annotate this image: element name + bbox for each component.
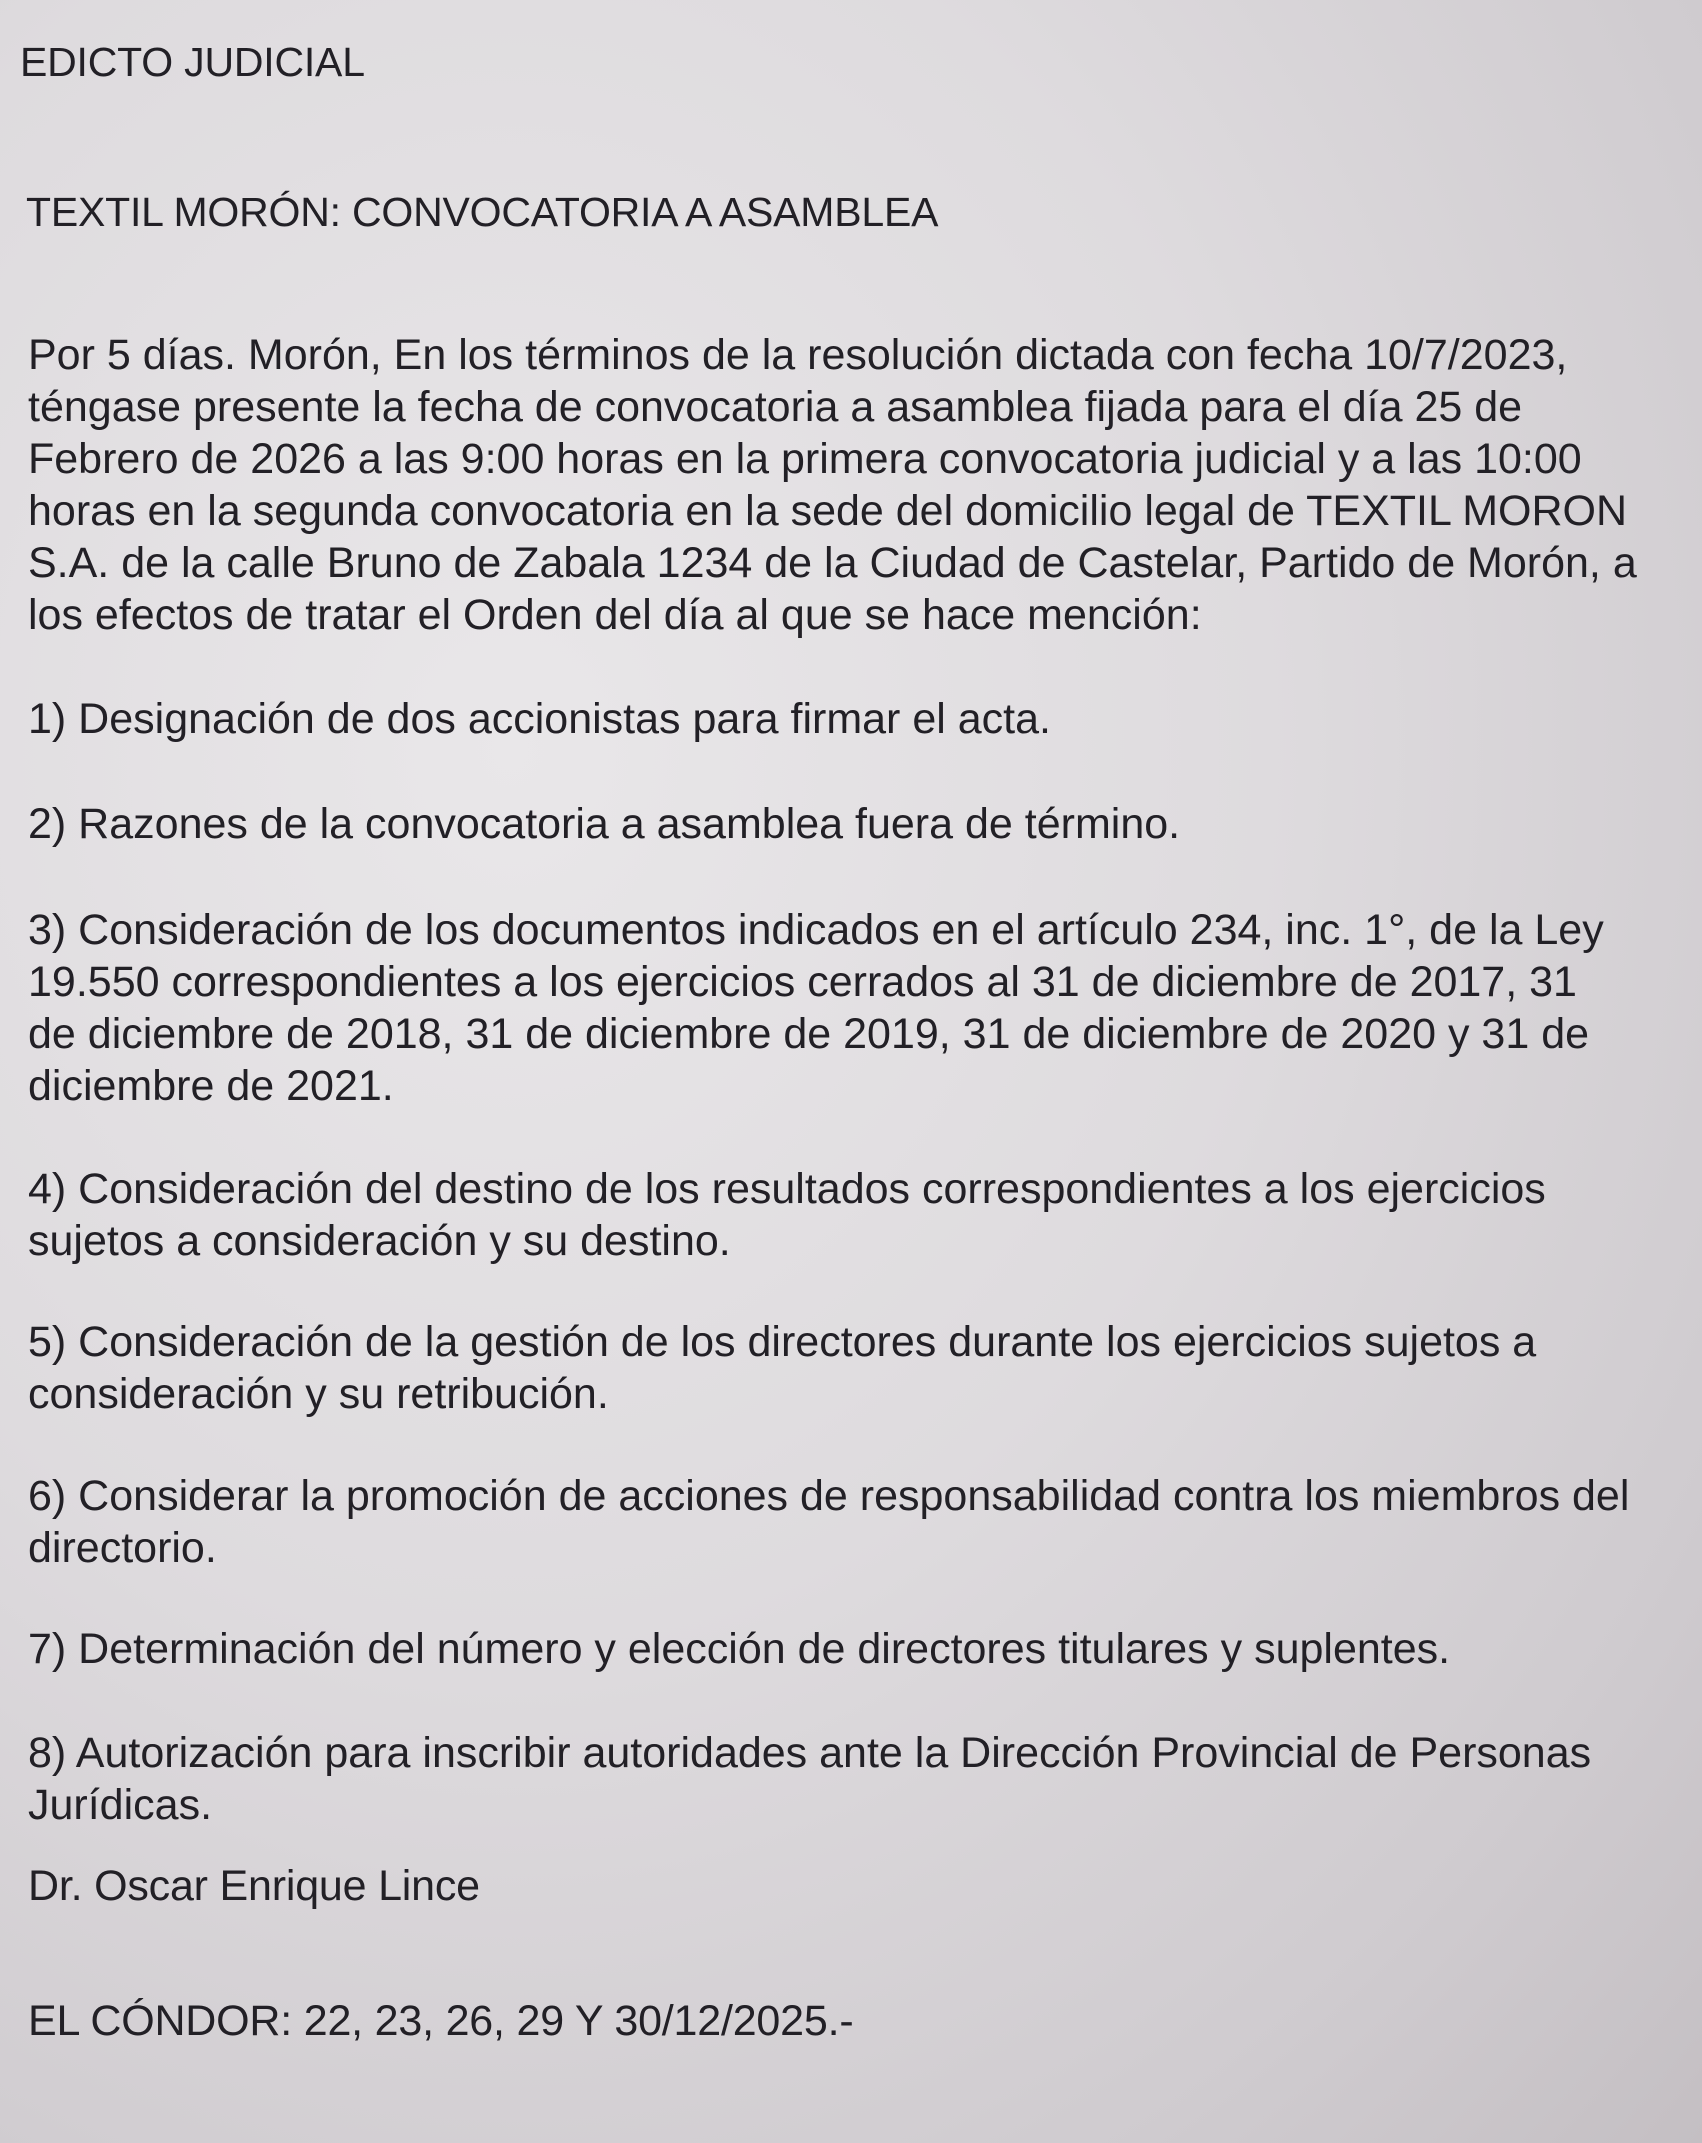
document-title: TEXTIL MORÓN: CONVOCATORIA A ASAMBLEA [26,189,939,235]
agenda-line: diciembre de 2021. [28,1062,394,1110]
agenda-line: 1) Designación de dos accionistas para firmar el acta. [28,695,1051,743]
agenda-line: 3) Consideración de los documentos indicados en el artículo 234, inc. 1°, de la Ley [28,906,1604,954]
agenda-line: 7) Determinación del número y elección de directores titulares y suplentes. [28,1625,1451,1673]
agenda-item-4 [28,1163,1698,1267]
intro-line: Por 5 días. Morón, En los términos de la resolución dictada con fecha 10/7/2023, [28,331,1568,379]
agenda-line: 4) Consideración del destino de los resultados correspondientes a los ejercicios [28,1165,1546,1213]
agenda-line: directorio. [28,1524,217,1572]
document-kicker: EDICTO JUDICIAL [20,39,365,85]
agenda-line: sujetos a consideración y su destino. [28,1217,731,1265]
publication-footer: EL CÓNDOR: 22, 23, 26, 29 Y 30/12/2025.- [28,1997,854,2045]
intro-line: S.A. de la calle Bruno de Zabala 1234 de la Ciudad de Castelar, Partido de Morón, a [28,539,1637,587]
intro-line: horas en la segunda convocatoria en la sede del domicilio legal de TEXTIL MORON [28,487,1628,535]
agenda-line: Jurídicas. [28,1781,213,1829]
intro-paragraph [28,329,1688,641]
agenda-line: 8) Autorización para inscribir autoridades ante la Dirección Provincial de Personas [28,1729,1592,1777]
agenda-item-5 [28,1316,1698,1420]
intro-line: los efectos de tratar el Orden del día al que se hace mención: [28,591,1202,639]
intro-line: Febrero de 2026 a las 9:00 horas en la primera convocatoria judicial y a las 10:00 [28,435,1582,483]
agenda-line: 5) Consideración de la gestión de los directores durante los ejercicios sujetos a [28,1318,1537,1366]
signature: Dr. Oscar Enrique Lince [28,1862,480,1910]
agenda-line: 2) Razones de la convocatoria a asamblea fuera de término. [28,800,1181,848]
agenda-item-6 [28,1470,1698,1574]
intro-line: téngase presente la fecha de convocatoria a asamblea fijada para el día 25 de [28,383,1523,431]
agenda-line: 6) Considerar la promoción de acciones de responsabilidad contra los miembros del [28,1472,1630,1520]
agenda-item-2 [28,798,1698,850]
agenda-item-7 [28,1623,1698,1675]
agenda-line: de diciembre de 2018, 31 de diciembre de 2019, 31 de diciembre de 2020 y 31 de [28,1010,1590,1058]
agenda-item-3 [28,904,1698,1112]
agenda-line: consideración y su retribución. [28,1370,609,1418]
agenda-line: 19.550 correspondientes a los ejercicios cerrados al 31 de diciembre de 2017, 31 [28,958,1577,1006]
agenda-item-1 [28,693,1698,745]
agenda-item-8 [28,1727,1698,1831]
